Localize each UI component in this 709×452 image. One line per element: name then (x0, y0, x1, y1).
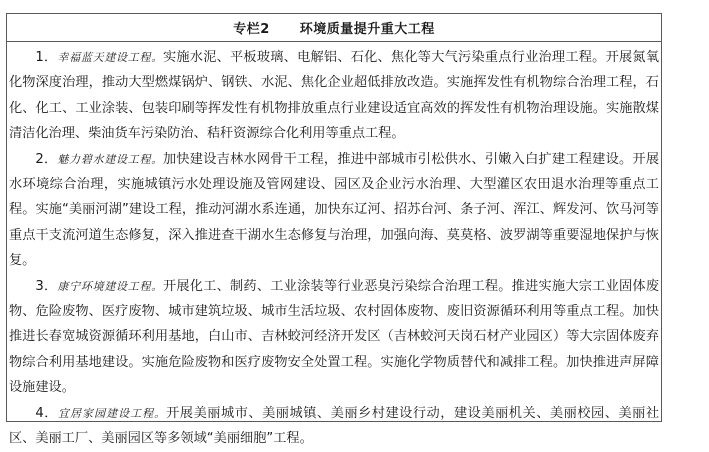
paragraph-healthy-environment (9, 274, 659, 401)
paragraph-heading: 魅力碧水建设工程。 (57, 152, 163, 166)
paragraph-clear-water (9, 147, 659, 274)
box-column-number: 专栏2 (233, 22, 270, 37)
paragraph-livable-home (9, 401, 659, 452)
paragraph-body: 实施水泥、平板玻璃、电解铝、石化、焦化等大气污染重点行业治理工程。开展氮氧化物深度治理，推动大型燃煤锅炉、钢铁、水泥、焦化企业超低排放改造。实施挥发性有机物综合治理工程，石化、化工、工业涂装、包装印刷等挥发性有机物排放重点行业建设适宜高效的挥发性有机物治理设施。实施散煤清洁化治理、柴油货车污染防治、秸秆资源综合化利用等重点工程。 (9, 50, 660, 142)
paragraph-heading: 幸福蓝天建设工程。 (57, 51, 163, 64)
paragraph-number: 4． (35, 405, 59, 421)
paragraph-heading: 宜居家园建设工程。 (58, 406, 167, 420)
paragraph-body: 开展化工、制药、工业涂装等行业恶臭污染综合治理工程。推进实施大宗工业固体废物、危险废物、医疗废物、城市建筑垃圾、城市生活垃圾、农村固体废物、废旧资源循环利用等重点工程。加快推进长春宽城资源循环利用基地，白山市、吉林蛟河经济开发区（吉林蛟河天岗石材产业园区）等大宗固体废弃物综合利用基地建设。实施危险废物和医疗废物安全处置工程。实施化学物质替代和减排工程。加快推进声屏障设施建设。 (9, 278, 660, 396)
box-title: 环境质量提升重大工程 (299, 22, 435, 37)
paragraph-heading: 康宁环境建设工程。 (57, 279, 163, 293)
paragraph-blue-sky (9, 45, 659, 147)
paragraph-number: 1． (35, 50, 58, 65)
box-title-row (7, 14, 661, 42)
box-content (7, 42, 661, 452)
paragraph-body: 加快建设吉林水网骨干工程，推进中部城市引松供水、引嫩入白扩建工程建设。开展水环境综合治理，实施城镇污水处理设施及管网建设、园区及企业污水治理、大型灌区农田退水治理等重点工程。实施“美丽河湖”建设工程，推动河湖水系连通，加快东辽河、招苏台河、条子河、浑江、辉发河、饮马河等重点干支流河道生态修复，深入推进查干湖水生态修复与治理，加强向海、莫莫格、波罗湖等重要湿地保护与恢复。 (9, 151, 660, 269)
paragraph-number: 2． (35, 151, 58, 167)
paragraph-body: 开展美丽城市、美丽城镇、美丽乡村建设行动，建设美丽机关、美丽校园、美丽社区、美丽工厂、美丽园区等多领域“美丽细胞”工程。 (9, 405, 660, 447)
box-frame (6, 13, 662, 447)
paragraph-number: 3． (35, 278, 58, 294)
